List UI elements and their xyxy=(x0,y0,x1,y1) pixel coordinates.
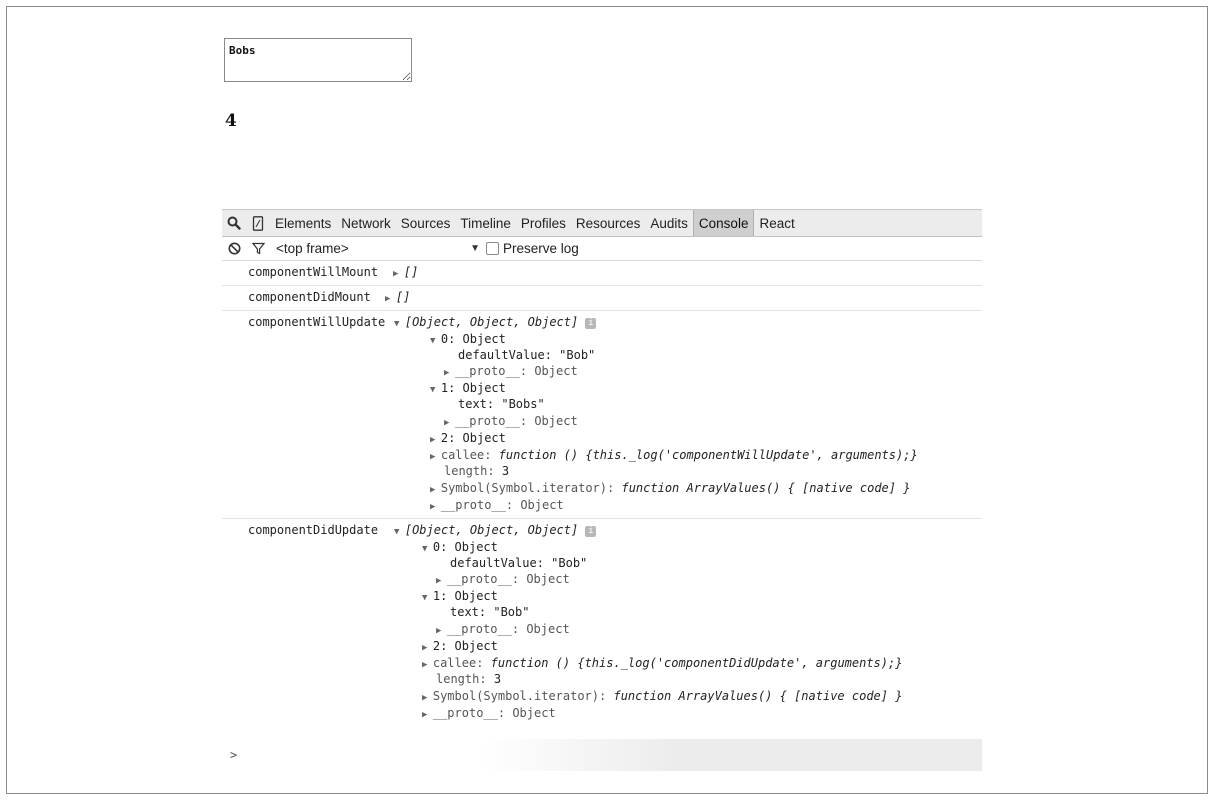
tree-row[interactable]: ▶ Symbol(Symbol.iterator): function ArrayValues() { [native code] } xyxy=(422,689,903,703)
message-label: componentWillMount xyxy=(248,265,379,279)
tree-row[interactable]: ▶ callee: function () {this._log('componentWillUpdate', arguments);} xyxy=(430,448,918,462)
tree-row[interactable]: ▼ 0: Object xyxy=(422,540,498,554)
collapse-triangle-icon[interactable]: ▼ xyxy=(422,593,433,603)
prompt-shading xyxy=(482,739,982,771)
tree-row[interactable]: ▶ Symbol(Symbol.iterator): function ArrayValues() { [native code] } xyxy=(430,481,911,495)
expand-triangle-icon[interactable]: ▶ xyxy=(385,294,396,304)
console-prompt[interactable] xyxy=(222,739,982,771)
tree-row[interactable]: ▶ 2: Object xyxy=(422,639,498,653)
tree-row[interactable]: ▶ __proto__: Object xyxy=(436,572,570,586)
tree-row[interactable]: ▶ 2: Object xyxy=(430,431,506,445)
character-count: 4 xyxy=(225,111,237,131)
tab-network[interactable]: Network xyxy=(341,215,391,231)
collapse-triangle-icon[interactable]: ▼ xyxy=(422,544,433,554)
message-value[interactable]: ▶ [] xyxy=(393,265,419,279)
collapse-triangle-icon[interactable]: ▼ xyxy=(430,336,441,346)
device-mode-icon[interactable] xyxy=(246,210,270,236)
expand-triangle-icon[interactable]: ▶ xyxy=(436,626,447,636)
text-input[interactable] xyxy=(224,38,412,82)
devtools-panel xyxy=(222,209,982,769)
expand-triangle-icon[interactable]: ▶ xyxy=(422,693,433,703)
tree-row: length: 3 xyxy=(444,464,510,478)
expand-triangle-icon[interactable]: ▶ xyxy=(422,710,433,720)
collapse-triangle-icon[interactable]: ▼ xyxy=(394,319,405,329)
tab-react[interactable]: React xyxy=(759,215,795,231)
tree-row[interactable]: ▼ 1: Object xyxy=(422,589,498,603)
tree-row[interactable]: ▶ __proto__: Object xyxy=(436,622,570,636)
preserve-log-checkbox[interactable] xyxy=(486,242,499,255)
frame-selector-label: <top frame> xyxy=(276,241,349,256)
expand-triangle-icon[interactable]: ▶ xyxy=(444,368,455,378)
message-label: componentDidUpdate xyxy=(248,523,379,537)
message-label: componentWillUpdate xyxy=(248,315,386,329)
expand-triangle-icon[interactable]: ▶ xyxy=(436,576,447,586)
expand-triangle-icon[interactable]: ▶ xyxy=(430,435,441,445)
clear-console-icon[interactable] xyxy=(222,237,246,260)
tree-row: defaultValue: "Bob" xyxy=(450,556,588,570)
tab-timeline[interactable]: Timeline xyxy=(460,215,511,231)
collapse-triangle-icon[interactable]: ▼ xyxy=(394,527,405,537)
preserve-log-label[interactable]: Preserve log xyxy=(503,241,579,256)
console-toolbar xyxy=(222,237,982,261)
tree-row[interactable]: ▶ __proto__: Object xyxy=(430,498,564,512)
console-log xyxy=(222,261,982,771)
message-summary[interactable]: ▼ [Object, Object, Object] i xyxy=(394,315,596,329)
tree-row[interactable]: ▶ __proto__: Object xyxy=(444,364,578,378)
caret-down-icon: ▼ xyxy=(470,243,480,254)
tab-sources[interactable]: Sources xyxy=(400,215,451,231)
expand-triangle-icon[interactable]: ▶ xyxy=(444,418,455,428)
tree-row[interactable]: ▶ __proto__: Object xyxy=(444,414,578,428)
info-icon[interactable]: i xyxy=(585,318,596,329)
expand-triangle-icon[interactable]: ▶ xyxy=(422,643,433,653)
console-message xyxy=(222,311,982,519)
tab-console[interactable]: Console xyxy=(693,210,755,236)
tree-row: defaultValue: "Bob" xyxy=(458,348,596,362)
tab-profiles[interactable]: Profiles xyxy=(520,215,566,231)
prompt-caret: > xyxy=(230,748,238,762)
expand-triangle-icon[interactable]: ▶ xyxy=(393,269,404,279)
tree-row: length: 3 xyxy=(436,672,502,686)
message-summary[interactable]: ▼ [Object, Object, Object] i xyxy=(394,523,596,537)
frame-selector[interactable] xyxy=(276,241,486,256)
expand-triangle-icon[interactable]: ▶ xyxy=(430,485,441,495)
devtools-tabbar xyxy=(222,209,982,237)
tree-row[interactable]: ▶ callee: function () {this._log('componentDidUpdate', arguments);} xyxy=(422,656,903,670)
tree-row[interactable]: ▼ 1: Object xyxy=(430,381,506,395)
tree-row[interactable]: ▶ __proto__: Object xyxy=(422,706,556,720)
filter-icon[interactable] xyxy=(246,237,270,260)
info-icon[interactable]: i xyxy=(585,526,596,537)
tree-row: text: "Bobs" xyxy=(458,397,545,411)
message-value[interactable]: ▶ [] xyxy=(385,290,411,304)
expand-triangle-icon[interactable]: ▶ xyxy=(430,502,441,512)
tree-row[interactable]: ▼ 0: Object xyxy=(430,332,506,346)
console-message xyxy=(222,519,982,726)
search-icon[interactable] xyxy=(222,210,246,236)
tab-resources[interactable]: Resources xyxy=(575,215,641,231)
console-message xyxy=(222,286,982,311)
tree-row: text: "Bob" xyxy=(450,605,530,619)
console-message xyxy=(222,261,982,286)
message-label: componentDidMount xyxy=(248,290,371,304)
expand-triangle-icon[interactable]: ▶ xyxy=(430,452,441,462)
collapse-triangle-icon[interactable]: ▼ xyxy=(430,385,441,395)
tab-elements[interactable]: Elements xyxy=(275,215,332,231)
expand-triangle-icon[interactable]: ▶ xyxy=(422,660,433,670)
tab-audits[interactable]: Audits xyxy=(650,215,688,231)
